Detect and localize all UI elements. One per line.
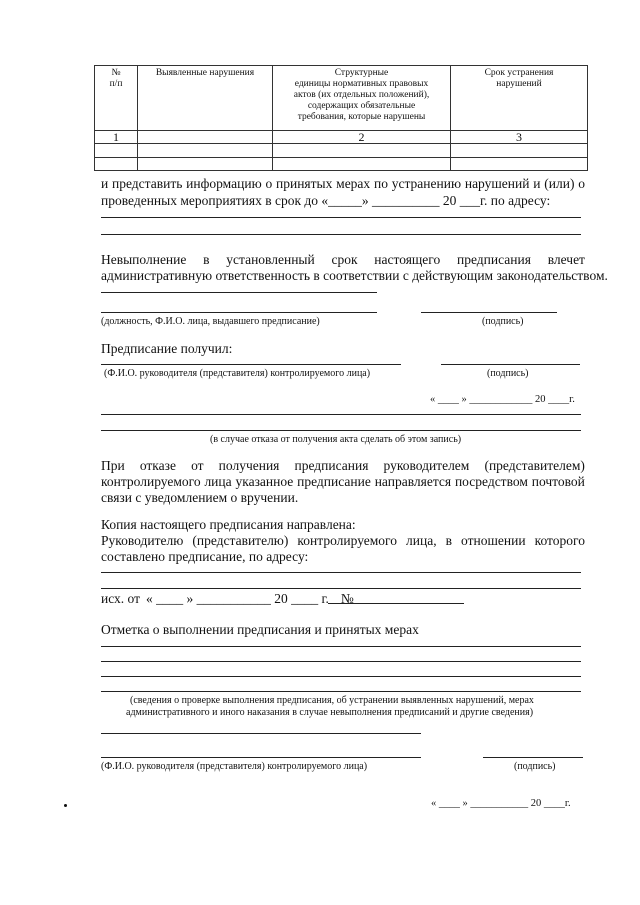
- word: направляется: [374, 474, 452, 489]
- table-cell[interactable]: [138, 158, 273, 171]
- table-cell[interactable]: [451, 144, 588, 158]
- column-number-cell: 3: [451, 131, 588, 144]
- word: влечет: [547, 252, 585, 267]
- receiver-signature-line[interactable]: [441, 364, 580, 365]
- column-number-cell: [138, 131, 273, 144]
- execution-fill-line[interactable]: [101, 676, 581, 677]
- received-label: Предписание получил:: [101, 341, 233, 356]
- refusal-line-1: [101, 458, 585, 474]
- word: Невыполнение: [101, 252, 187, 267]
- liability-line-1: [101, 252, 585, 268]
- address-fill-line[interactable]: [101, 217, 581, 218]
- copy-address-fill-line[interactable]: [101, 572, 581, 573]
- final-name-line[interactable]: [101, 757, 421, 758]
- word: лица: [204, 474, 232, 489]
- outgoing-number-label: №: [340, 591, 354, 606]
- table-cell[interactable]: [95, 144, 138, 158]
- execution-fill-line[interactable]: [101, 691, 581, 692]
- final-fill-line[interactable]: [101, 733, 421, 734]
- word: отказе: [139, 458, 176, 473]
- word: предписание: [297, 474, 371, 489]
- execution-fill-line[interactable]: [101, 646, 581, 647]
- header-legal-acts: Структурные единицы нормативных правовых актов (их отдельных положений), содержащих обязательные требования, которые нарушены: [273, 66, 451, 131]
- received-date: « ____ » ____________ 20 ____г.: [430, 394, 575, 405]
- issuer-signature-line[interactable]: [421, 312, 557, 313]
- issuer-caption: (должность, Ф.И.О. лица, выдавшего предписание): [101, 316, 320, 327]
- table-cell[interactable]: [273, 144, 451, 158]
- address-fill-line[interactable]: [101, 234, 581, 235]
- word: лица,: [406, 533, 437, 548]
- table-row: [95, 131, 588, 144]
- outgoing-date: « ____ » ___________ 20 ____ г.: [146, 591, 329, 606]
- word: в: [203, 252, 210, 267]
- copy-sent-line-2: [101, 533, 585, 549]
- table-header-row: [95, 66, 588, 131]
- refusal-line-2: [101, 474, 585, 490]
- outgoing-number-line[interactable]: [328, 603, 464, 604]
- word: в: [445, 533, 452, 548]
- word: почтовой: [531, 474, 585, 489]
- word: контролируемого: [101, 474, 201, 489]
- refusal-fill-line[interactable]: [101, 414, 581, 415]
- copy-sent-line-1: Копия настоящего предписания направлена:: [101, 517, 356, 532]
- copy-sent-line-3: составлено предписание, по адресу:: [101, 549, 309, 564]
- receiver-name-line[interactable]: [101, 364, 401, 365]
- issuer-fill-line[interactable]: [101, 312, 377, 313]
- bullet-dot-icon: [64, 804, 67, 807]
- header-number: № п/п: [95, 66, 138, 131]
- word: посредством: [454, 474, 528, 489]
- final-date: « ____ » ___________ 20 ____г.: [431, 798, 571, 809]
- word: предписания: [294, 458, 369, 473]
- table-row: [95, 144, 588, 158]
- issuer-fill-line[interactable]: [101, 292, 377, 293]
- word: руководителем: [383, 458, 470, 473]
- violations-table: [94, 65, 588, 171]
- outgoing-prefix: исх. от: [101, 591, 141, 606]
- table-row: [95, 158, 588, 171]
- refusal-line-3: связи с уведомлением о вручении.: [101, 490, 299, 505]
- word: установленный: [226, 252, 315, 267]
- liability-line-2: административную ответственность в соответствии с действующим законодательством.: [101, 268, 608, 283]
- submit-info-line-2: проведенных мероприятиях в срок до «_____» __________ 20 ___г. по адресу:: [101, 193, 551, 208]
- table-cell[interactable]: [451, 158, 588, 171]
- word: отношении: [461, 533, 526, 548]
- word: предписания: [457, 252, 531, 267]
- table-cell[interactable]: [273, 158, 451, 171]
- word: которого: [534, 533, 585, 548]
- word: (представителем): [484, 458, 585, 473]
- execution-fill-line[interactable]: [101, 661, 581, 662]
- header-deadline: Срок устранения нарушений: [451, 66, 588, 131]
- word: Руководителю: [101, 533, 184, 548]
- table-cell[interactable]: [95, 158, 138, 171]
- final-signature-caption: (подпись): [514, 761, 556, 772]
- word: от: [191, 458, 204, 473]
- execution-mark-title: Отметка о выполнении предписания и принятых мерах: [101, 622, 419, 637]
- header-violations: Выявленные нарушения: [138, 66, 273, 131]
- copy-address-fill-line[interactable]: [101, 588, 581, 589]
- word: (представителю): [192, 533, 289, 548]
- receiver-signature-caption: (подпись): [487, 368, 529, 379]
- column-number-cell: 1: [95, 131, 138, 144]
- final-signature-line[interactable]: [483, 757, 583, 758]
- word: срок: [331, 252, 358, 267]
- outgoing-line: [101, 591, 354, 607]
- word: контролируемого: [297, 533, 397, 548]
- word: указанное: [235, 474, 294, 489]
- receiver-caption: (Ф.И.О. руководителя (представителя) контролируемого лица): [104, 368, 371, 379]
- final-caption: (Ф.И.О. руководителя (представителя) контролируемого лица): [101, 761, 368, 772]
- refusal-fill-line[interactable]: [101, 430, 581, 431]
- issuer-signature-caption: (подпись): [482, 316, 524, 327]
- table-cell[interactable]: [138, 144, 273, 158]
- word: получения: [218, 458, 280, 473]
- word: При: [101, 458, 125, 473]
- execution-caption-line-2: административного и иного наказания в случае невыполнения предписаний и другие сведения): [126, 707, 534, 718]
- word: настоящего: [374, 252, 441, 267]
- execution-caption-line-1: (сведения о проверке выполнения предписания, об устранении выявленных нарушений, мерах: [130, 695, 534, 706]
- refusal-note: (в случае отказа от получения акта сделать об этом запись): [210, 434, 462, 445]
- submit-info-line-1: и представить информацию о принятых мерах по устранению нарушений и (или) о: [101, 176, 585, 191]
- column-number-cell: 2: [273, 131, 451, 144]
